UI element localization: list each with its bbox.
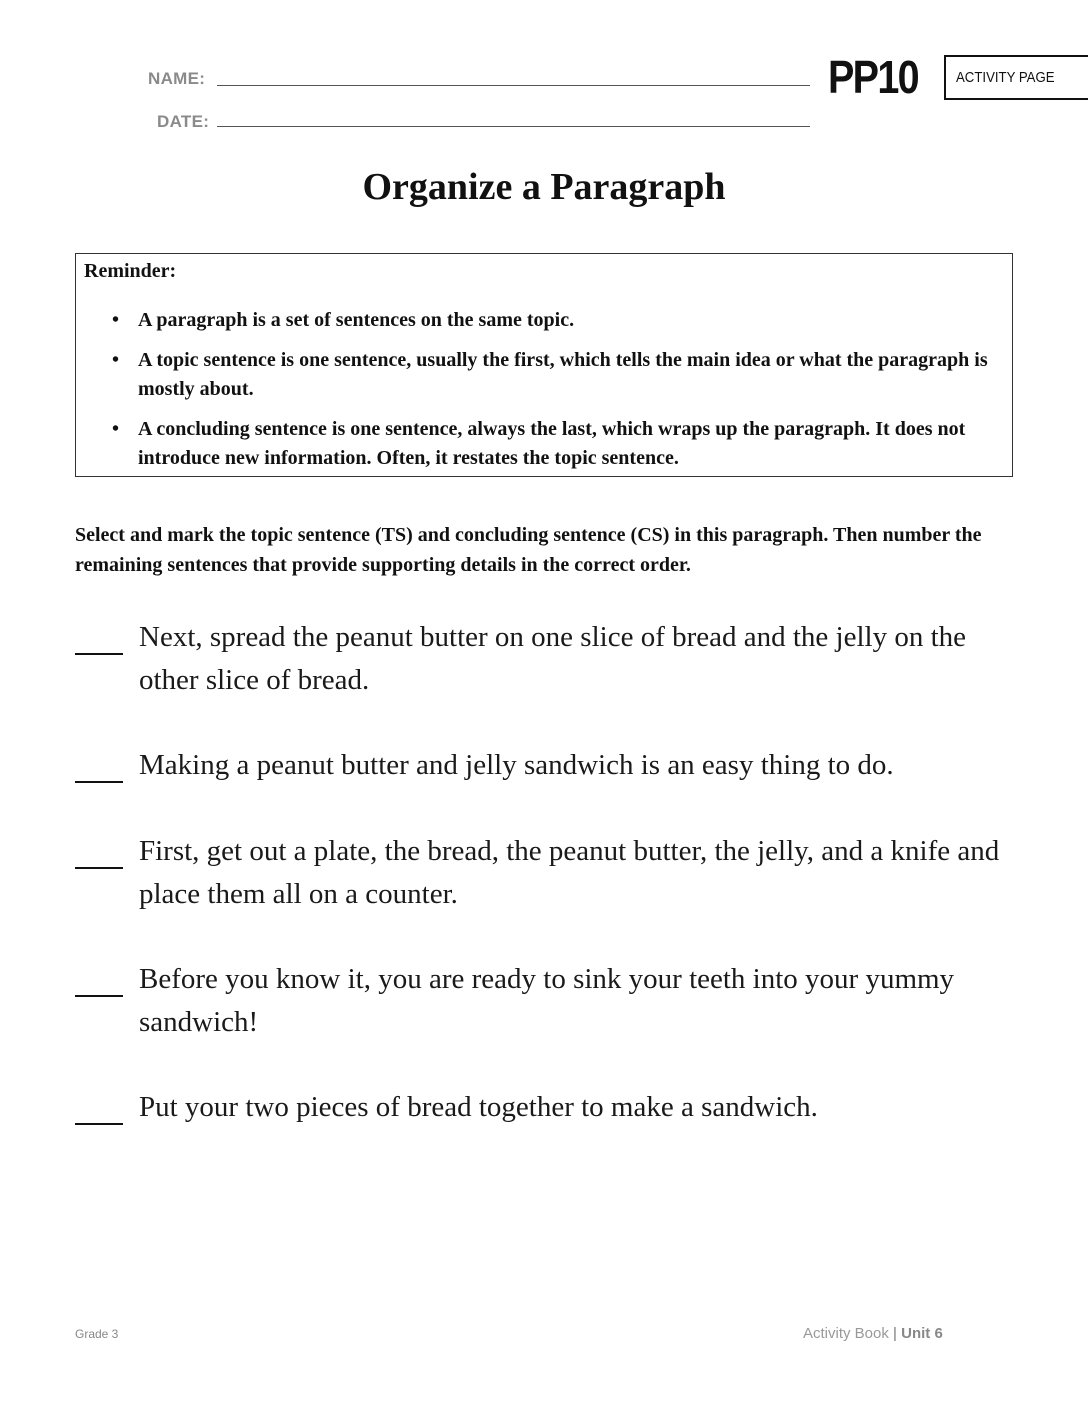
instructions: Select and mark the topic sentence (TS) and concluding sentence (CS) in this paragraph. Then number the remaining sentences that provide supporting details in the correct order. xyxy=(75,524,982,576)
bullet-icon: • xyxy=(112,349,120,371)
date-field-line[interactable] xyxy=(217,126,810,127)
sentence-text: Making a peanut butter and jelly sandwich is an easy thing to do. xyxy=(139,749,894,781)
activity-page-label: ACTIVITY PAGE xyxy=(956,69,1055,86)
reminder-item-text: A paragraph is a set of sentences on the same topic. xyxy=(138,309,575,331)
reminder-item-text: A topic sentence is one sentence, usually the first, which tells the main idea or what the paragraph is mostly about. xyxy=(138,349,988,400)
reminder-item-text: A concluding sentence is one sentence, always the last, which wraps up the paragraph. It does not introduce new information. Often, it restates the topic sentence. xyxy=(138,418,966,469)
footer-unit: Unit 6 xyxy=(901,1325,943,1342)
reminder-item xyxy=(110,306,1005,335)
reminder-list xyxy=(110,306,1005,484)
activity-page-box xyxy=(944,55,1088,100)
footer-book-unit xyxy=(803,1325,943,1342)
name-label: NAME: xyxy=(148,69,206,88)
reminder-heading: Reminder: xyxy=(84,260,177,282)
reminder-box xyxy=(75,253,1013,477)
answer-blank[interactable] xyxy=(75,1123,123,1125)
bullet-icon: • xyxy=(112,418,120,440)
footer-grade: Grade 3 xyxy=(75,1327,119,1341)
sentence-text: Before you know it, you are ready to sink your teeth into your yummy sandwich! xyxy=(139,963,955,1038)
footer-book: Activity Book xyxy=(803,1325,889,1342)
reminder-item xyxy=(110,415,1005,473)
sentence-text: Put your two pieces of bread together to make a sandwich. xyxy=(139,1091,818,1123)
sentence-text: Next, spread the peanut butter on one slice of bread and the jelly on the other slice of bread. xyxy=(139,621,967,696)
page-code: PP10 xyxy=(828,51,918,103)
reminder-item xyxy=(110,346,1005,404)
date-label: DATE: xyxy=(157,112,210,131)
answer-blank[interactable] xyxy=(75,995,123,997)
answer-blank[interactable] xyxy=(75,781,123,783)
page-title: Organize a Paragraph xyxy=(362,166,726,208)
answer-blank[interactable] xyxy=(75,867,123,869)
bullet-icon: • xyxy=(112,309,120,331)
sentence-text: First, get out a plate, the bread, the peanut butter, the jelly, and a knife and place them all on a counter. xyxy=(139,835,1000,910)
footer-separator: | xyxy=(893,1325,897,1342)
answer-blank[interactable] xyxy=(75,653,123,655)
name-field-line[interactable] xyxy=(217,85,810,86)
